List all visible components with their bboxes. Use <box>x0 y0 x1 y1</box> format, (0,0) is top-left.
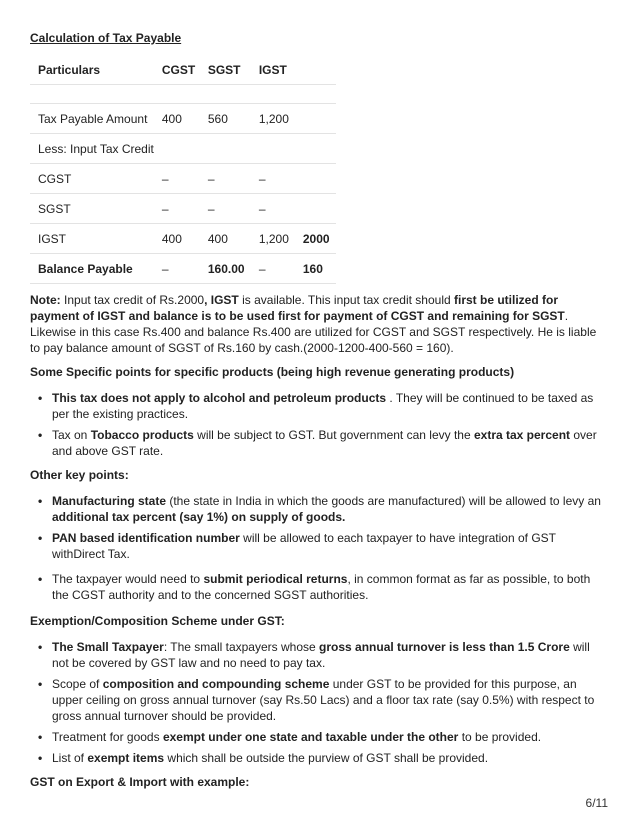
section-heading: Other key points: <box>30 468 129 482</box>
table-cell: – <box>154 194 200 224</box>
text-span: to be provided. <box>458 730 542 744</box>
table-cell: 400 <box>200 224 251 254</box>
bold-span: composition and compounding scheme <box>102 677 330 691</box>
bold-span: The Small Taxpayer <box>52 640 164 654</box>
table-row-balance <box>30 254 336 284</box>
text-span: List of <box>52 751 88 765</box>
list-item <box>52 676 608 724</box>
section-heading: Some Specific points for specific products (being high revenue generating products) <box>30 365 515 379</box>
table-cell <box>295 104 336 134</box>
list-item <box>52 493 608 525</box>
list-item <box>52 729 608 745</box>
text-span: will be allowed to each taxpayer to have integration of GST withDirect Tax. <box>52 531 556 561</box>
section-title: Calculation of Tax Payable <box>30 31 182 45</box>
text-span: Tax on <box>52 428 91 442</box>
text-span: Treatment for goods <box>52 730 163 744</box>
table-cell: IGST <box>30 224 154 254</box>
text-span: Scope of <box>52 677 103 691</box>
text-span: which shall be outside the purview of GST shall be provided. <box>164 751 489 765</box>
bold-span: gross annual turnover is less than 1.5 Crore <box>319 640 570 654</box>
note-label: Note: <box>30 293 61 307</box>
bold-span: submit periodical returns <box>203 572 348 586</box>
section-heading: Exemption/Composition Scheme under GST: <box>30 614 285 628</box>
table-cell: SGST <box>30 194 154 224</box>
table-cell <box>295 134 336 164</box>
list-item <box>52 427 608 459</box>
header-sgst: SGST <box>200 55 251 85</box>
text-span: will be subject to GST. But government can levy the <box>193 428 474 442</box>
table-cell <box>154 134 200 164</box>
table-row <box>30 85 336 104</box>
text-span: over and above GST rate. <box>52 428 597 458</box>
table-cell <box>295 194 336 224</box>
text-span: : The small taxpayers whose <box>163 640 320 654</box>
table-header-row <box>30 55 336 85</box>
table-cell <box>251 134 295 164</box>
table-cell: 160 <box>295 254 336 284</box>
table-cell <box>200 85 251 104</box>
table-row <box>30 134 336 164</box>
table-cell: Tax Payable Amount <box>30 104 154 134</box>
table-cell: 160.00 <box>200 254 251 284</box>
bullet-list <box>30 390 608 459</box>
header-cgst: CGST <box>154 55 200 85</box>
table-cell: 400 <box>154 104 200 134</box>
bold-span: exempt items <box>87 751 165 765</box>
bold-span: exempt under one state and taxable under the other <box>162 730 459 744</box>
table-cell <box>200 134 251 164</box>
list-item <box>52 530 608 562</box>
table-row <box>30 104 336 134</box>
table-cell: Less: Input Tax Credit <box>30 134 154 164</box>
table-cell: – <box>154 254 200 284</box>
table-cell: 400 <box>154 224 200 254</box>
text-span: . Likewise in this case Rs.400 and balance Rs.400 are utilized for CGST and SGST respectively. He is liable to pay balance amount of SGST of Rs.160 by cash.(2000-1200-400-560 = 160). <box>30 309 597 355</box>
bold-span: Manufacturing state <box>52 494 167 508</box>
table-cell: 2000 <box>295 224 336 254</box>
header-particulars: Particulars <box>30 55 154 85</box>
table-row <box>30 224 336 254</box>
table-cell <box>295 164 336 194</box>
section-heading: GST on Export & Import with example: <box>30 775 250 789</box>
page-number: 6/11 <box>585 796 608 810</box>
text-span: will not be covered by GST law and no need to pay tax. <box>52 640 590 670</box>
table-cell: – <box>251 254 295 284</box>
bold-span: This tax does not apply to alcohol and petroleum products <box>52 391 387 405</box>
bold-span: Tobacco products <box>90 428 194 442</box>
table-cell: 1,200 <box>251 104 295 134</box>
table-cell: Balance Payable <box>30 254 154 284</box>
table-cell: – <box>154 164 200 194</box>
header-igst: IGST <box>251 55 295 85</box>
text-span: . They will be continued to be taxed as per the existing practices. <box>52 391 594 421</box>
header-total <box>295 55 336 85</box>
list-item <box>52 390 608 422</box>
table-cell <box>154 85 200 104</box>
list-item <box>52 571 608 603</box>
bold-span: , IGST <box>204 293 239 307</box>
bold-span: additional tax percent (say 1%) on supply of goods. <box>52 510 346 524</box>
text-span: , in common format as far as possible, to both the CGST authority and to the concerned SGST authorities. <box>52 572 591 602</box>
list-item <box>52 750 608 766</box>
table-cell: – <box>200 164 251 194</box>
bold-span: first be utilized for payment of IGST and balance is to be used first for payment of CGST and remaining for SGST <box>30 293 565 323</box>
text-span: The taxpayer would need to <box>52 572 204 586</box>
table-cell: CGST <box>30 164 154 194</box>
bullet-list <box>30 493 608 603</box>
table-row <box>30 194 336 224</box>
text-span: (the state in India in which the goods are manufactured) will be allowed to levy an <box>166 494 601 508</box>
bullet-list <box>30 639 608 766</box>
table-row <box>30 164 336 194</box>
table-cell: – <box>251 194 295 224</box>
bold-span: PAN based identification number <box>52 531 240 545</box>
table-cell: – <box>251 164 295 194</box>
table-cell <box>251 85 295 104</box>
text-span: Input tax credit of Rs.2000 <box>60 293 205 307</box>
table-cell: 560 <box>200 104 251 134</box>
tax-table <box>30 55 336 284</box>
note-paragraph <box>30 292 608 356</box>
list-item <box>52 639 608 671</box>
text-span: under GST to be provided for this purpose, an upper ceiling on gross annual turnover (say Rs.50 Lacs) and a floor tax rate (say 0.5%) with respect to gross annual turnover should be provided. <box>52 677 595 723</box>
table-cell <box>30 85 154 104</box>
bold-span: extra tax percent <box>473 428 571 442</box>
table-cell: 1,200 <box>251 224 295 254</box>
text-span: is available. This input tax credit should <box>238 293 454 307</box>
table-cell: – <box>200 194 251 224</box>
table-cell <box>295 85 336 104</box>
